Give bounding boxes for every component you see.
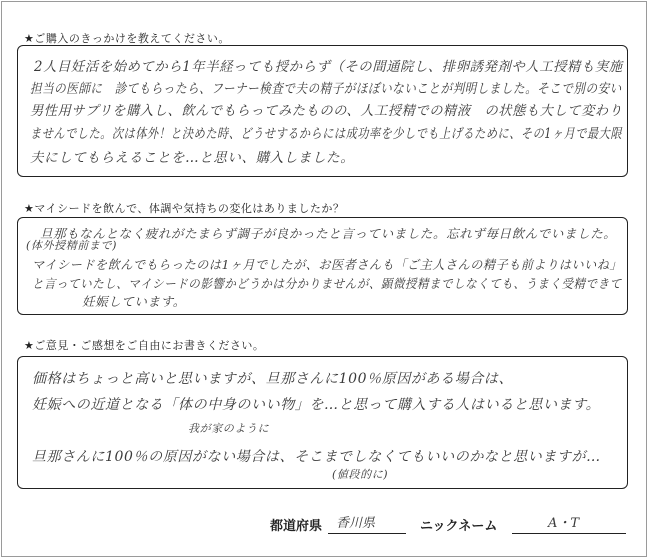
answer-3-note-between: 我が家のように — [188, 422, 270, 435]
prefecture-value: 香川県 — [336, 516, 376, 531]
answer-1-line-5: 夫にしてもらえることを…と思い、購入しました。 — [30, 150, 355, 166]
answer-2-note: (体外授精前まで) — [26, 239, 117, 252]
nickname-underline — [512, 533, 626, 534]
answer-3-line-2: 妊娠への近道となる「体の中身のいい物」を…と思って購入する人はいると思います。 — [32, 397, 601, 413]
nickname-value: A・T — [548, 516, 580, 531]
answer-2-line-1: 旦那もなんとなく疲れがたまらず調子が良かったと言っていました。忘れず毎日飲んでいました。 — [40, 226, 617, 241]
answer-2-line-4: 妊娠しています。 — [82, 294, 186, 309]
answer-3-note-after: (値段的に) — [332, 468, 389, 481]
answer-1-line-1: 2人目妊活を始めてから1年半経っても授からず（その間通院し、排卵誘発剤や人工授精も実施 — [34, 59, 623, 75]
answer-3-line-1: 価格はちょっと高いと思いますが、旦那さんに100％原因がある場合は、 — [32, 371, 514, 387]
nickname-label: ニックネーム — [420, 519, 498, 534]
question-2-label: ★マイシードを飲んで、体調や気持ちの変化はありましたか？ — [24, 202, 345, 215]
question-1-label: ★ご購入のきっかけを教えてください。 — [24, 32, 230, 45]
question-3-label: ★ご意見・ご感想をご自由にお書きください。 — [24, 339, 265, 352]
answer-3-line-3: 旦那さんに100％の原因がない場合は、そこまでしなくてもいいのかなと思いますが… — [32, 449, 601, 465]
answer-2-line-3: と言っていたし、マイシードの影響かどうかは分かりませんが、顕微授精までしなくても、うまく受精できて — [32, 276, 622, 291]
prefecture-underline — [328, 533, 406, 534]
answer-1-line-3: 男性用サプリを購入し、飲んでもらってみたものの、人工授精での精液 の状態も大して変わり — [30, 103, 623, 119]
answer-1-line-2: 担当の医師に 診てもらったら、フーナー検査で夫の精子がほぼいないことが判明しました。そこで別の安い — [30, 81, 622, 97]
prefecture-label: 都道府県 — [270, 519, 323, 534]
answer-1-line-4: ませんでした。次は体外！と決めた時、どうせするからには成功率を少しでも上げるために、その1ヶ月で最大限 — [30, 126, 623, 142]
answer-2-line-2: マイシードを飲んでもらったのは1ヶ月でしたが、お医者さんも「ご主人さんの精子も前よりはいいね」 — [32, 257, 623, 272]
